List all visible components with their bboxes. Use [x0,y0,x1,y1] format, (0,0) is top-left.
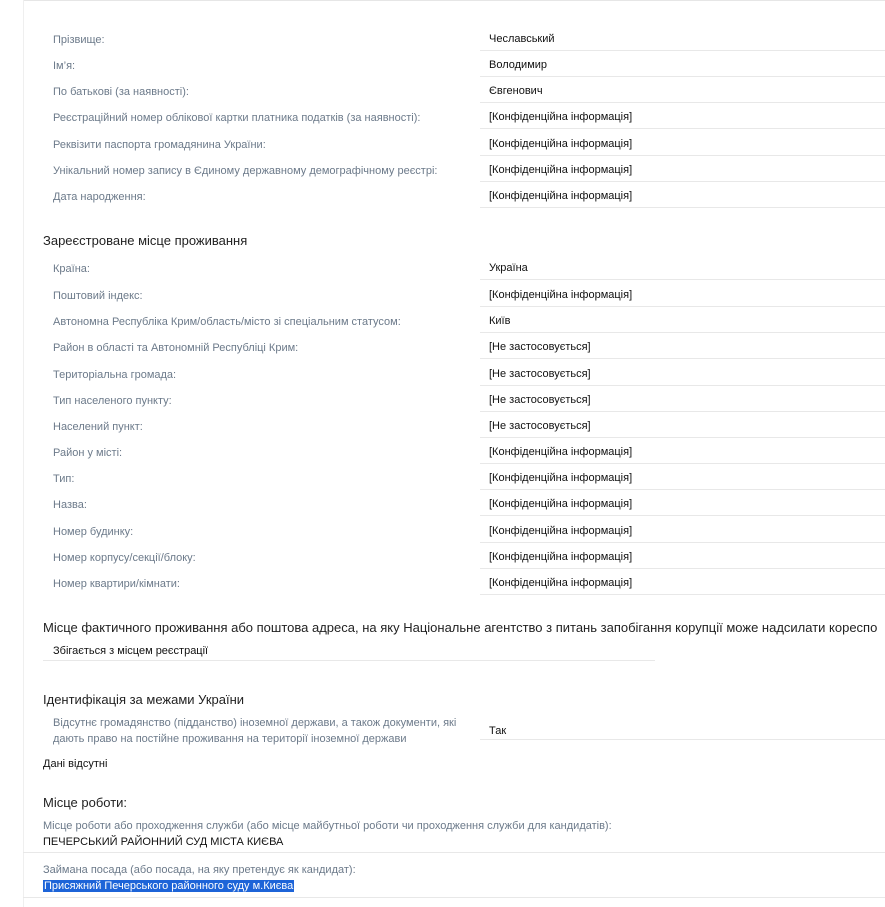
surname-value: Чеславський [489,33,555,45]
row-divider [480,279,885,280]
actual-place-title: Місце фактичного проживання або поштова адреса, на яку Національне агентство з питань запобігання корупції може надсилати кореспо [43,620,878,635]
settlement-value: [Не застосовується] [489,420,591,432]
street-type-value: [Конфіденційна інформація] [489,472,633,484]
settlement-type-row [43,386,885,412]
patronymic-value: Євгенович [489,85,543,97]
tax-number-label: Реєстраційний номер облікової картки платника податків (за наявності): [53,112,421,124]
row-divider [480,207,885,208]
street-type-row [43,464,885,490]
row-divider [480,358,885,359]
patronymic-row [43,77,885,103]
city-district-value: [Конфіденційна інформація] [489,446,633,458]
name-value: Володимир [489,59,548,71]
actual-place-divider [43,660,655,661]
foreign-citizenship-label-line-1: Відсутнє громадянство (підданство) іноземної держави, а також документи, які [53,717,457,729]
block-number-row [43,543,885,569]
birthdate-value: [Конфіденційна інформація] [489,190,633,202]
city-district-row [43,438,885,464]
demographic-registry-value: [Конфіденційна інформація] [489,164,633,176]
postal-code-row [43,281,885,307]
row-divider [480,128,885,129]
no-data-text: Дані відсутні [43,758,108,770]
block-number-label: Номер корпусу/секції/блоку: [53,552,196,564]
work-place-value: ПЕЧЕРСЬКИЙ РАЙОННИЙ СУД МІСТА КИЄВА [43,836,284,848]
name-label: Ім’я: [53,60,76,72]
work-place-label: Місце роботи або проходження служби (або місце майбутньої роботи чи проходження служби для кандидатів): [43,820,612,832]
region-label: Автономна Республіка Крим/область/місто зі спеціальним статусом: [53,316,401,328]
surname-label: Прізвище: [53,34,105,46]
block-number-value: [Конфіденційна інформація] [489,551,633,563]
row-divider [480,515,885,516]
community-label: Територіальна громада: [53,369,177,381]
country-row [43,254,885,280]
actual-place-value: Збігається з місцем реєстрації [53,645,209,657]
passport-value: [Конфіденційна інформація] [489,138,633,150]
foreign-citizenship-divider [480,739,885,740]
settlement-row [43,412,885,438]
region-value: Київ [489,315,511,327]
position-value-selection[interactable]: Присяжний Печерського районного суду м.Києва [44,880,294,892]
country-value: Україна [489,262,528,274]
position-divider [23,897,885,898]
street-name-row [43,490,885,516]
work-place-divider [23,852,885,853]
left-rail [23,0,24,907]
passport-row [43,130,885,156]
postal-code-value: [Конфіденційна інформація] [489,289,633,301]
apartment-number-label: Номер квартири/кімнати: [53,578,180,590]
surname-row [43,25,885,51]
demographic-registry-row [43,156,885,182]
postal-code-label: Поштовий індекс: [53,290,143,302]
building-number-value: [Конфіденційна інформація] [489,525,633,537]
apartment-number-row [43,569,885,595]
district-value: [Не застосовується] [489,341,591,353]
tax-number-row [43,103,885,129]
apartment-number-value: [Конфіденційна інформація] [489,577,633,589]
top-border [23,0,885,1]
birthdate-row [43,182,885,208]
region-row [43,307,885,333]
row-divider [480,594,885,595]
position-value-container [43,880,294,893]
settlement-type-label: Тип населеного пункту: [53,395,172,407]
patronymic-label: По батькові (за наявності): [53,86,189,98]
foreign-citizenship-value: Так [489,725,507,737]
city-district-label: Район у місті: [53,447,123,459]
name-row [43,51,885,77]
passport-label: Реквізити паспорта громадянина України: [53,139,266,151]
settlement-type-value: [Не застосовується] [489,394,591,406]
district-row [43,333,885,359]
building-number-label: Номер будинку: [53,526,134,538]
community-row [43,360,885,386]
demographic-registry-label: Унікальний номер запису в Єдиному державному демографічному реєстрі: [53,165,438,177]
foreign-citizenship-label-line-2: дають право на постійне проживання на території іноземної держави [53,733,407,745]
registered-place-title: Зареєстроване місце проживання [43,233,248,248]
identification-title: Ідентифікація за межами України [43,692,245,707]
tax-number-value: [Конфіденційна інформація] [489,111,633,123]
country-label: Країна: [53,263,90,275]
building-number-row [43,517,885,543]
district-label: Район в області та Автономній Республіці Крим: [53,342,299,354]
street-name-value: [Конфіденційна інформація] [489,498,633,510]
birthdate-label: Дата народження: [53,191,146,203]
work-title: Місце роботи: [43,795,128,810]
position-label: Займана посада (або посада, на яку претендує як кандидат): [43,864,356,876]
community-value: [Не застосовується] [489,368,591,380]
settlement-label: Населений пункт: [53,421,143,433]
street-type-label: Тип: [53,473,75,485]
street-name-label: Назва: [53,499,87,511]
